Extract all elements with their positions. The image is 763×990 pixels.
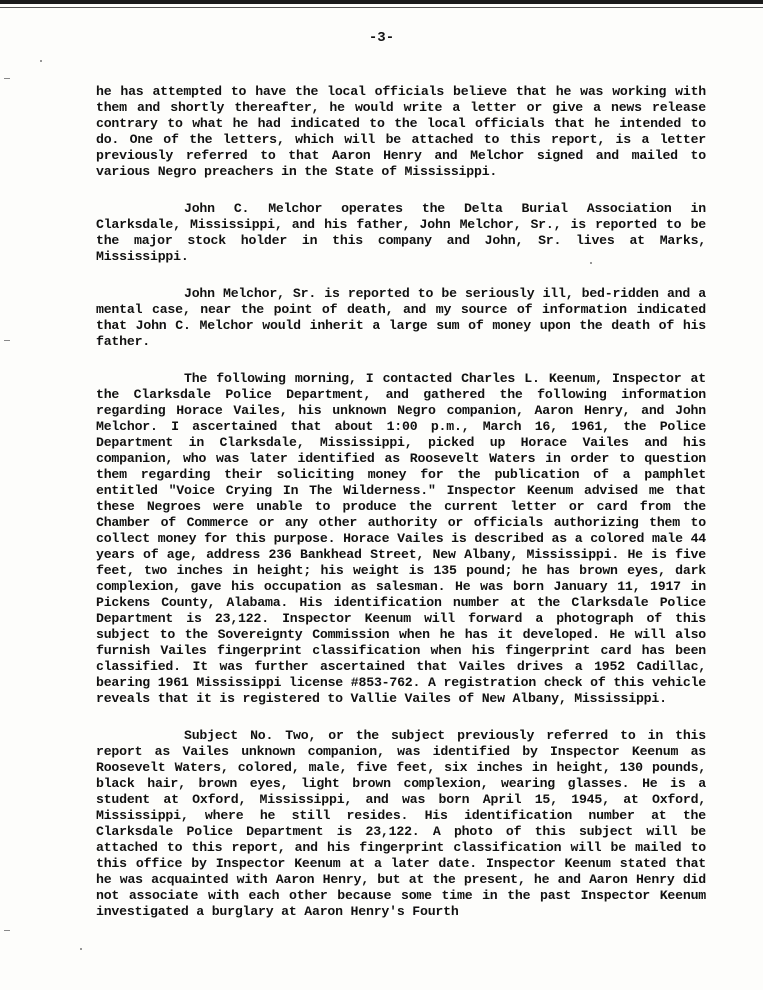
top-border-rule xyxy=(0,0,763,4)
scan-margin-mark xyxy=(4,78,10,79)
paragraph-2: John C. Melchor operates the Delta Burial Association in Clarksdale, Mississippi, and his father, John Melchor, Sr., is reported to be the major stock holder in this company and John, Sr. lives at Marks, Mississippi. xyxy=(96,201,706,264)
paragraph-3: John Melchor, Sr. is reported to be seriously ill, bed-ridden and a mental case, near the point of death, and my source of information indicated that John C. Melchor would inherit a large sum of money upon the death of his father. xyxy=(96,286,706,349)
paragraph-5: Subject No. Two, or the subject previously referred to in this report as Vailes unknown companion, was identified by Inspector Keenum as Roosevelt Waters, colored, male, five feet, six inches in height, 130 pounds, black hair, brown eyes, light brown complexion, wearing glasses. He is a student at Oxford, Mississippi, and was born April 15, 1945, at Oxford, Mississippi, where he still resides. His identification number at the Clarksdale Police Department is 23,122. A photo of this subject will be attached to this report, and his fingerprint classification will be mailed to this office by Inspector Keenum at a later date. Inspector Keenum stated that he was acquainted with Aaron Henry, but at the present, he and Aaron Henry did not associate with each other because some time in the past Inspector Keenum investigated a burglary at Aaron Henry's Fourth xyxy=(96,728,706,919)
scan-margin-mark xyxy=(4,340,10,341)
document-body xyxy=(96,84,706,941)
paragraph-4: The following morning, I contacted Charles L. Keenum, Inspector at the Clarksdale Police Department, and gathered the following information regarding Horace Vailes, his unknown Negro companion, Aaron Henry, and John Melchor. I ascertained that about 1:00 p.m., March 16, 1961, the Police Department in Clarksdale, Mississippi, picked up Horace Vailes and his companion, who was later identified as Roosevelt Waters in order to question them regarding their soliciting money for the publication of a pamphlet entitled "Voice Crying In The Wilderness." Inspector Keenum advised me that these Negroes were unable to produce the current letter or card from the Chamber of Commerce or any other authority or officials authorizing them to collect money for this purpose. Horace Vailes is described as a colored male 44 years of age, address 236 Bankhead Street, New Albany, Mississippi. He is five feet, two inches in height; his weight is 135 pound; he has brown eyes, dark complexion, gave his occupation as salesman. He was born January 11, 1917 in Pickens County, Alabama. His identification number at the Clarksdale Police Department is 23,122. Inspector Keenum will forward a photograph of this subject to the Sovereignty Commission when he has it developed. He will also furnish Vailes fingerprint classification when his fingerprint card has been classified. It was further ascertained that Vailes drives a 1952 Cadillac, bearing 1961 Mississippi license #853-762. A registration check of this vehicle reveals that it is registered to Vallie Vailes of New Albany, Mississippi. xyxy=(96,371,706,706)
scan-speck xyxy=(80,948,82,950)
scan-margin-mark xyxy=(4,930,10,931)
scan-speck xyxy=(40,60,42,62)
scan-speck xyxy=(590,262,592,264)
top-border-thin-rule xyxy=(0,7,763,8)
page-number: -3- xyxy=(368,30,395,46)
paragraph-1: he has attempted to have the local officials believe that he was working with them and shortly thereafter, he would write a letter or give a news release contrary to what he had indicated to the local officials that he intended to do. One of the letters, which will be attached to this report, is a letter previously referred to that Aaron Henry and Melchor signed and mailed to various Negro preachers in the State of Mississippi. xyxy=(96,84,706,179)
